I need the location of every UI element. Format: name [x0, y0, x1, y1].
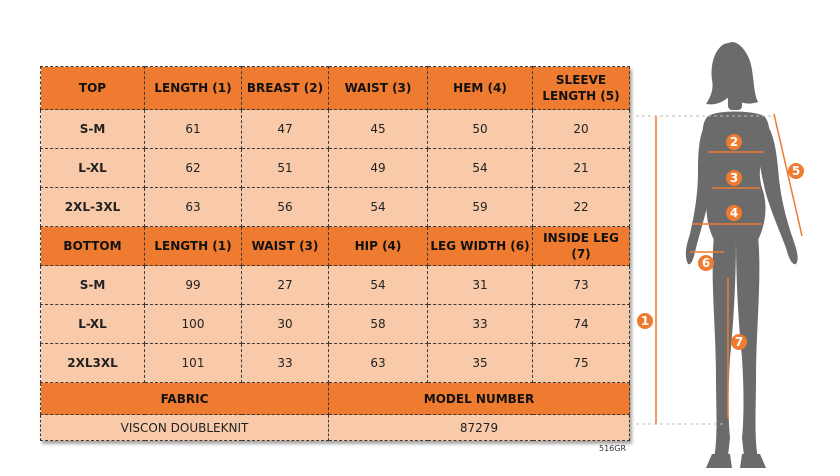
top-header-cell: LENGTH (1)	[145, 67, 242, 110]
value-cell: 54	[329, 188, 428, 227]
top-row	[41, 188, 630, 227]
marker-5	[788, 163, 804, 179]
value-cell: 22	[533, 188, 630, 227]
body-silhouette-icon	[686, 42, 801, 468]
measurement-figure	[636, 28, 840, 476]
model-number-value: 87279	[329, 415, 630, 441]
value-cell: 62	[145, 149, 242, 188]
size-cell: S-M	[41, 266, 145, 305]
size-cell: L-XL	[41, 305, 145, 344]
svg-text:4: 4	[729, 206, 739, 220]
bottom-header-cell: BOTTOM	[41, 227, 145, 266]
value-cell: 49	[329, 149, 428, 188]
sleeve-length-label: SLEEVE LENGTH (5)	[542, 73, 620, 103]
svg-text:2: 2	[729, 135, 739, 149]
value-cell: 54	[329, 266, 428, 305]
size-cell: L-XL	[41, 149, 145, 188]
model-number-label: MODEL NUMBER	[329, 383, 630, 415]
marker-7	[731, 334, 747, 350]
svg-text:3: 3	[729, 171, 739, 185]
value-cell: 75	[533, 344, 630, 383]
value-cell: 47	[242, 110, 329, 149]
bottom-row	[41, 344, 630, 383]
svg-text:6: 6	[701, 256, 711, 270]
value-cell: 59	[428, 188, 533, 227]
top-header-cell: TOP	[41, 67, 145, 110]
footer-header-row	[41, 383, 630, 415]
value-cell: 20	[533, 110, 630, 149]
value-cell: 45	[329, 110, 428, 149]
value-cell: 21	[533, 149, 630, 188]
svg-text:7: 7	[734, 335, 744, 349]
bottom-header-cell: LENGTH (1)	[145, 227, 242, 266]
product-code: 516GR	[599, 444, 627, 453]
top-header-cell: WAIST (3)	[329, 67, 428, 110]
value-cell: 99	[145, 266, 242, 305]
marker-2	[726, 134, 742, 150]
value-cell: 51	[242, 149, 329, 188]
top-row	[41, 149, 630, 188]
fabric-value: VISCON DOUBLEKNIT	[41, 415, 329, 441]
top-row	[41, 110, 630, 149]
bottom-row	[41, 266, 630, 305]
value-cell: 100	[145, 305, 242, 344]
top-header-row	[41, 67, 630, 110]
top-header-cell	[533, 67, 630, 110]
marker-1	[637, 313, 653, 329]
bottom-header-row	[41, 227, 630, 266]
bottom-header-cell: WAIST (3)	[242, 227, 329, 266]
bottom-header-cell: HIP (4)	[329, 227, 428, 266]
value-cell: 33	[428, 305, 533, 344]
value-cell: 63	[329, 344, 428, 383]
value-cell: 30	[242, 305, 329, 344]
marker-4	[726, 205, 742, 221]
fabric-label: FABRIC	[41, 383, 329, 415]
value-cell: 31	[428, 266, 533, 305]
footer-value-row	[41, 415, 630, 441]
value-cell: 101	[145, 344, 242, 383]
value-cell: 61	[145, 110, 242, 149]
value-cell: 63	[145, 188, 242, 227]
marker-3	[726, 170, 742, 186]
value-cell: 56	[242, 188, 329, 227]
value-cell: 74	[533, 305, 630, 344]
bottom-header-cell: INSIDE LEG (7)	[533, 227, 630, 266]
value-cell: 73	[533, 266, 630, 305]
value-cell: 50	[428, 110, 533, 149]
svg-text:1: 1	[640, 314, 650, 328]
marker-6	[698, 255, 714, 271]
value-cell: 58	[329, 305, 428, 344]
size-table	[40, 66, 630, 441]
bottom-row	[41, 305, 630, 344]
size-cell: 2XL-3XL	[41, 188, 145, 227]
top-header-cell: BREAST (2)	[242, 67, 329, 110]
value-cell: 27	[242, 266, 329, 305]
bottom-header-cell: LEG WIDTH (6)	[428, 227, 533, 266]
top-header-cell: HEM (4)	[428, 67, 533, 110]
value-cell: 35	[428, 344, 533, 383]
size-cell: 2XL3XL	[41, 344, 145, 383]
value-cell: 54	[428, 149, 533, 188]
size-chart	[40, 66, 629, 440]
svg-text:5: 5	[791, 164, 801, 178]
value-cell: 33	[242, 344, 329, 383]
size-cell: S-M	[41, 110, 145, 149]
